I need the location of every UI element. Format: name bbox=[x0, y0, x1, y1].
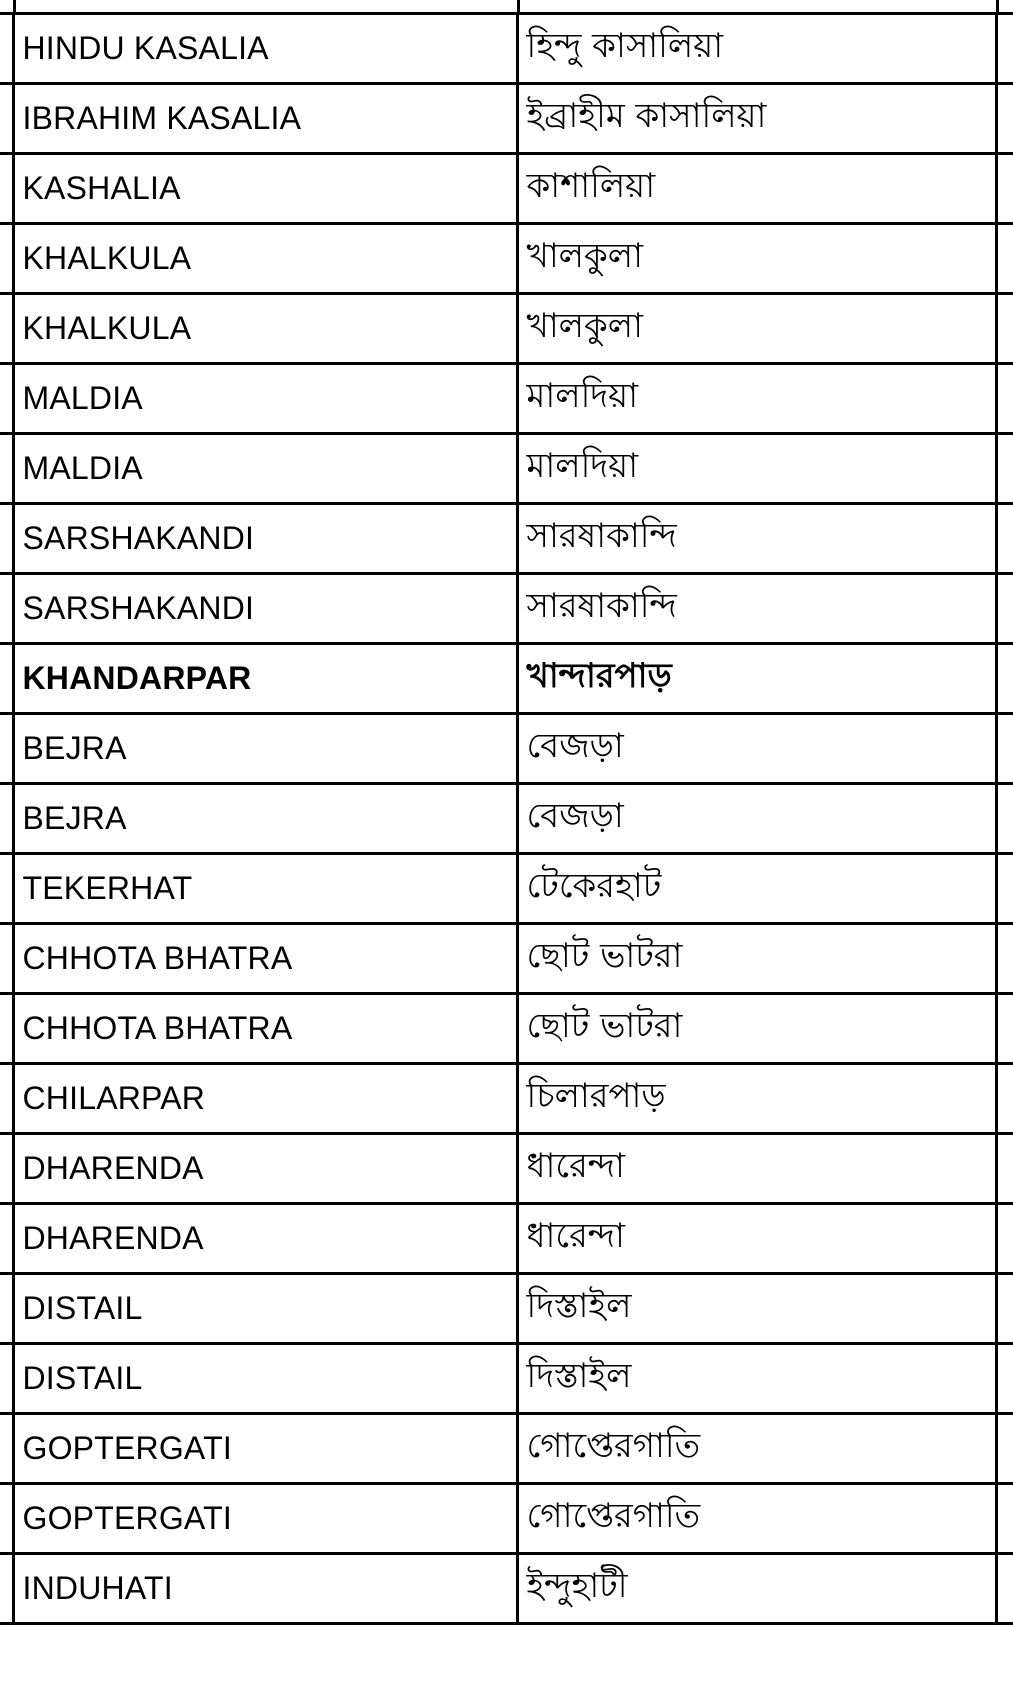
english-name-cell: BEJRA bbox=[13, 714, 517, 784]
bengali-name-cell: মালদিয়া bbox=[517, 434, 996, 504]
row-margin-right bbox=[996, 1484, 1013, 1554]
row-margin-right bbox=[996, 1414, 1013, 1484]
row-margin-left bbox=[0, 1064, 13, 1134]
row-margin-left bbox=[0, 714, 13, 784]
english-name-cell: TEKERHAT bbox=[13, 854, 517, 924]
row-margin-right bbox=[996, 714, 1013, 784]
previous-row-fragment bbox=[0, 0, 1013, 12]
english-name-cell: HINDU KASALIA bbox=[13, 14, 517, 84]
row-margin-left bbox=[0, 14, 13, 84]
row-margin-right bbox=[996, 434, 1013, 504]
bengali-name-cell: বেজড়া bbox=[517, 714, 996, 784]
row-margin-left bbox=[0, 1554, 13, 1624]
bengali-name-cell: মালদিয়া bbox=[517, 364, 996, 434]
row-margin-left bbox=[0, 1344, 13, 1414]
bengali-name-cell: ধারেন্দা bbox=[517, 1134, 996, 1204]
row-margin-left bbox=[0, 1134, 13, 1204]
bengali-name-cell: গোপ্তেরগাতি bbox=[517, 1484, 996, 1554]
table-row bbox=[0, 994, 1013, 1064]
row-margin-left bbox=[0, 1484, 13, 1554]
row-margin-right bbox=[996, 364, 1013, 434]
table-row bbox=[0, 84, 1013, 154]
row-margin-left bbox=[0, 924, 13, 994]
table-row bbox=[0, 784, 1013, 854]
row-margin-right bbox=[996, 14, 1013, 84]
table-row bbox=[0, 1274, 1013, 1344]
cell-border bbox=[13, 0, 16, 12]
table-row bbox=[0, 154, 1013, 224]
bengali-name-cell: হিন্দু কাসালিয়া bbox=[517, 14, 996, 84]
table-row bbox=[0, 224, 1013, 294]
bengali-name-cell: ছোট ভাটরা bbox=[517, 924, 996, 994]
english-name-cell: GOPTERGATI bbox=[13, 1414, 517, 1484]
row-margin-right bbox=[996, 574, 1013, 644]
village-name-table bbox=[0, 12, 1013, 1625]
row-margin-left bbox=[0, 784, 13, 854]
english-name-cell: CHHOTA BHATRA bbox=[13, 994, 517, 1064]
english-name-cell: DHARENDA bbox=[13, 1134, 517, 1204]
bengali-name-cell: বেজড়া bbox=[517, 784, 996, 854]
table-body bbox=[0, 14, 1013, 1624]
table-row bbox=[0, 1554, 1013, 1624]
row-margin-right bbox=[996, 994, 1013, 1064]
bengali-name-cell: সারষাকান্দি bbox=[517, 504, 996, 574]
table-row bbox=[0, 364, 1013, 434]
table-row bbox=[0, 294, 1013, 364]
english-name-cell: DISTAIL bbox=[13, 1274, 517, 1344]
row-margin-right bbox=[996, 1554, 1013, 1624]
english-name-cell: DISTAIL bbox=[13, 1344, 517, 1414]
row-margin-left bbox=[0, 434, 13, 504]
english-name-cell: SARSHAKANDI bbox=[13, 504, 517, 574]
row-margin-left bbox=[0, 504, 13, 574]
row-margin-right bbox=[996, 84, 1013, 154]
english-name-cell: KHALKULA bbox=[13, 294, 517, 364]
english-name-cell: KHANDARPAR bbox=[13, 644, 517, 714]
table-row bbox=[0, 714, 1013, 784]
bengali-name-cell: গোপ্তেরগাতি bbox=[517, 1414, 996, 1484]
row-margin-right bbox=[996, 1204, 1013, 1274]
row-margin-left bbox=[0, 294, 13, 364]
bengali-name-cell: ইব্রাহীম কাসালিয়া bbox=[517, 84, 996, 154]
cell-border bbox=[996, 0, 999, 12]
english-name-cell: GOPTERGATI bbox=[13, 1484, 517, 1554]
row-margin-left bbox=[0, 644, 13, 714]
table-row bbox=[0, 434, 1013, 504]
english-name-cell: CHILARPAR bbox=[13, 1064, 517, 1134]
row-margin-left bbox=[0, 364, 13, 434]
row-margin-right bbox=[996, 924, 1013, 994]
english-name-cell: CHHOTA BHATRA bbox=[13, 924, 517, 994]
row-margin-right bbox=[996, 644, 1013, 714]
bengali-name-cell: খালকুলা bbox=[517, 224, 996, 294]
row-margin-left bbox=[0, 84, 13, 154]
english-name-cell: MALDIA bbox=[13, 434, 517, 504]
row-margin-left bbox=[0, 1274, 13, 1344]
bengali-name-cell: খালকুলা bbox=[517, 294, 996, 364]
english-name-cell: KHALKULA bbox=[13, 224, 517, 294]
table-row bbox=[0, 1204, 1013, 1274]
bengali-name-cell: সারষাকান্দি bbox=[517, 574, 996, 644]
cell-border bbox=[517, 0, 520, 12]
table-row bbox=[0, 504, 1013, 574]
row-margin-left bbox=[0, 154, 13, 224]
row-margin-right bbox=[996, 1064, 1013, 1134]
row-margin-right bbox=[996, 1134, 1013, 1204]
english-name-cell: KASHALIA bbox=[13, 154, 517, 224]
table-row bbox=[0, 574, 1013, 644]
row-margin-left bbox=[0, 994, 13, 1064]
bengali-name-cell: ছোট ভাটরা bbox=[517, 994, 996, 1064]
row-margin-right bbox=[996, 1274, 1013, 1344]
row-margin-left bbox=[0, 224, 13, 294]
table-row bbox=[0, 1064, 1013, 1134]
bengali-name-cell: খান্দারপাড় bbox=[517, 644, 996, 714]
table-row bbox=[0, 1484, 1013, 1554]
row-margin-left bbox=[0, 1414, 13, 1484]
english-name-cell: MALDIA bbox=[13, 364, 517, 434]
english-name-cell: BEJRA bbox=[13, 784, 517, 854]
bengali-name-cell: চিলারপাড় bbox=[517, 1064, 996, 1134]
table-row bbox=[0, 924, 1013, 994]
english-name-cell: DHARENDA bbox=[13, 1204, 517, 1274]
bengali-name-cell: টেকেরহাট bbox=[517, 854, 996, 924]
row-margin-right bbox=[996, 224, 1013, 294]
row-margin-right bbox=[996, 784, 1013, 854]
row-margin-left bbox=[0, 1204, 13, 1274]
english-name-cell: IBRAHIM KASALIA bbox=[13, 84, 517, 154]
table-row bbox=[0, 1134, 1013, 1204]
table-row bbox=[0, 1344, 1013, 1414]
row-margin-right bbox=[996, 294, 1013, 364]
bengali-name-cell: ধারেন্দা bbox=[517, 1204, 996, 1274]
row-margin-left bbox=[0, 574, 13, 644]
table-row bbox=[0, 14, 1013, 84]
table-row bbox=[0, 1414, 1013, 1484]
row-margin-left bbox=[0, 854, 13, 924]
bengali-name-cell: দিস্তাইল bbox=[517, 1274, 996, 1344]
bengali-name-cell: কাশালিয়া bbox=[517, 154, 996, 224]
row-margin-right bbox=[996, 504, 1013, 574]
table-row bbox=[0, 854, 1013, 924]
row-margin-right bbox=[996, 154, 1013, 224]
english-name-cell: SARSHAKANDI bbox=[13, 574, 517, 644]
row-margin-right bbox=[996, 1344, 1013, 1414]
bengali-name-cell: ইন্দুহাটী bbox=[517, 1554, 996, 1624]
english-name-cell: INDUHATI bbox=[13, 1554, 517, 1624]
table-row bbox=[0, 644, 1013, 714]
bengali-name-cell: দিস্তাইল bbox=[517, 1344, 996, 1414]
row-margin-right bbox=[996, 854, 1013, 924]
